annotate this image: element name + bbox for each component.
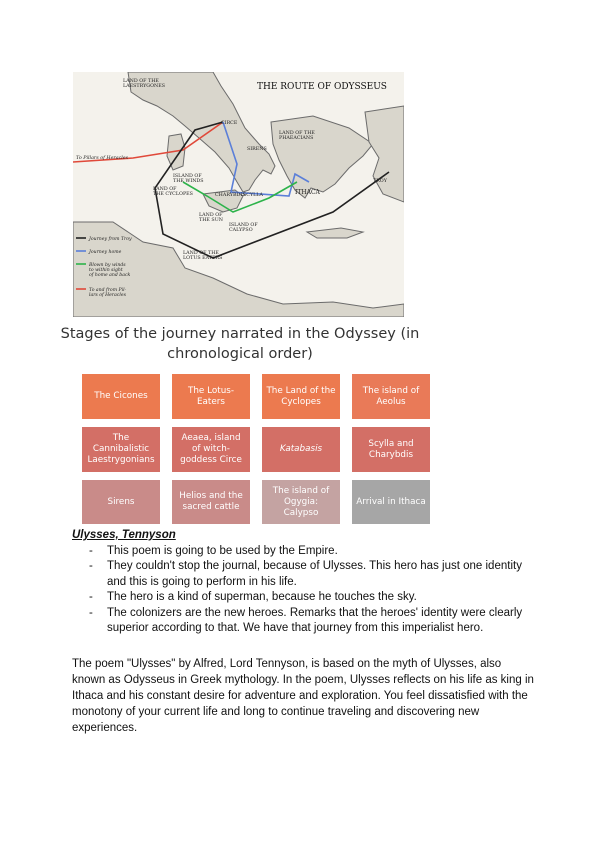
stage-cell: Arrival in Ithaca (352, 480, 430, 524)
stage-cell: Katabasis (262, 427, 340, 472)
stage-cell: The island of Ogygia: Calypso (262, 480, 340, 524)
stage-cell: The Cannibalistic Laestrygonians (82, 427, 160, 472)
map-label-laestrygones: LAND OF THE LAESTRYGONES (123, 79, 166, 89)
section-heading: Ulysses, Tennyson (72, 529, 176, 541)
map-graphic (73, 72, 404, 317)
legend-label-troy: Journey from Troy (89, 237, 132, 242)
bullet-item: - This poem is going to be used by the Empire. (89, 544, 529, 559)
stage-cell: The Cicones (82, 374, 160, 419)
stages-title-line-2: chronological order) (167, 346, 313, 362)
crete-landmass (307, 228, 363, 238)
body-paragraph: The poem "Ulysses" by Alfred, Lord Tennyson, is based on the myth of Ulysses, also known as Odysseus in Greek mythology. In the poem, Ulysses reflects on his life as king in Ithaca and his constant desire for adventure and exploration. You feel dissatisfied with the monotony of your current life and long to continue traveling and discovering new experiences. (72, 658, 534, 734)
map-label-ithaca: ITHACA (295, 189, 320, 196)
map-title: THE ROUTE OF ODYSSEUS (257, 82, 387, 92)
map-label-charybdis: CHARYBDIS (215, 193, 246, 198)
map-label-circe: CIRCE (221, 121, 238, 126)
stage-cell: Sirens (82, 480, 160, 524)
stage-cell: The Lotus-Eaters (172, 374, 250, 419)
map-label-pillars: To Pillars of Heracles (76, 156, 129, 161)
map-label-phaeacians: LAND OF THE PHAEACIANS (279, 131, 315, 141)
stages-title (60, 324, 420, 364)
bullet-item: - They couldn't stop the journal, because of Ulysses. This hero has just one identity and this is going to perform in his life. (89, 559, 529, 590)
anatomia-landmass (365, 106, 404, 202)
stages-title-line-1: Stages of the journey narrated in the Odyssey (in (60, 326, 420, 342)
stage-cell: Scylla and Charybdis (352, 427, 430, 472)
map-label-winds: ISLAND OF THE WINDS (173, 174, 204, 184)
stage-cell: The island of Aeolus (352, 374, 430, 419)
map-label-lotus: LAND OF THE LOTUS EATERS (183, 251, 223, 261)
map-label-sun: LAND OF THE SUN (199, 213, 223, 223)
stage-cell: Helios and the sacred cattle (172, 480, 250, 524)
stage-cell: Aeaea, island of witch-goddess Circe (172, 427, 250, 472)
bullet-list (89, 544, 529, 636)
map-label-troy: TROY (373, 179, 387, 184)
greece-landmass (271, 116, 373, 198)
map-label-sirens: SIRENS (247, 147, 267, 152)
stage-cell: The Land of the Cyclopes (262, 374, 340, 419)
legend-label-pillars: To and from Pil-lars of Heracles (89, 288, 127, 298)
odyssey-route-map (73, 72, 404, 317)
bullet-item: - The hero is a kind of superman, because he touches the sky. (89, 590, 529, 605)
map-label-scylla: SCYLLA (243, 193, 263, 198)
map-label-calypso: ISLAND OF CALYPSO (229, 223, 258, 233)
map-label-cyclopes: LAND OF THE CYCLOPES (153, 187, 193, 197)
legend-label-home: Journey home (89, 250, 122, 255)
legend-label-winds: Blown by winds to within sight of home and back (89, 263, 131, 278)
bullet-item: - The colonizers are the new heroes. Remarks that the heroes' identity were clearly superior according to that. We have that journey from this imperialist hero. (89, 606, 529, 637)
